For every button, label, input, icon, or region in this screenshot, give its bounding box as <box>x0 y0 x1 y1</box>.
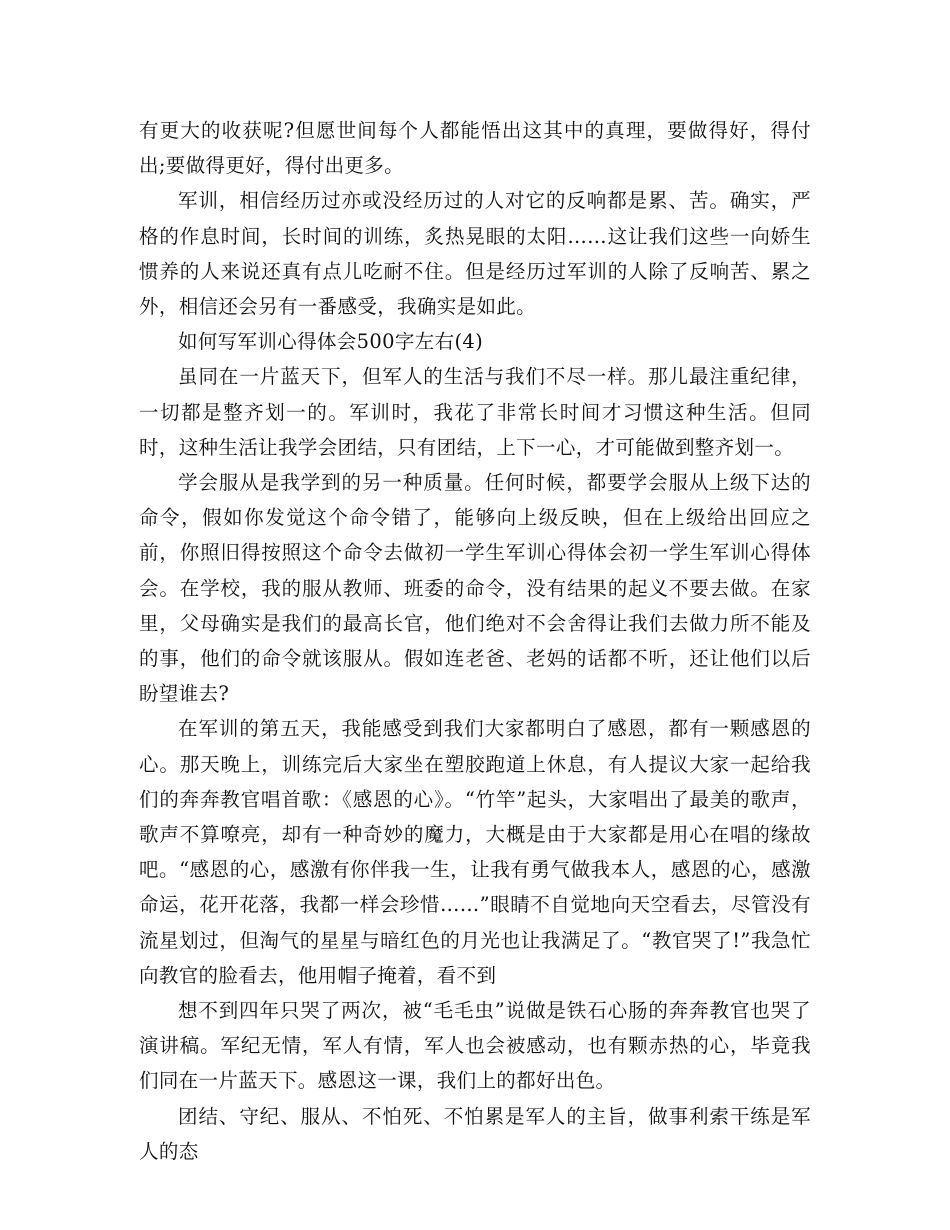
paragraph: 团结、守纪、服从、不怕死、不怕累是军人的主旨，做事利索干练是军人的态 <box>139 1104 811 1163</box>
section-heading: 如何写军训心得体会500字左右(4) <box>178 330 484 354</box>
paragraph: 在军训的第五天，我能感受到我们大家都明白了感恩，都有一颗感恩的心。那天晚上，训练完后大家坐在塑胶跑道上休息，有人提议大家一起给我们的奔奔教官唱首歌：《感恩的心》。“竹竿”起头，大家唱出了最美的歌声，歌声不算嘹亮，却有一种奇妙的魔力，大概是由于大家都是用心在唱的缘故吧。“感恩的心，感激有你伴我一生，让我有勇气做我本人，感恩的心，感激命运，花开花落，我都一样会珍惜……”眼睛不自觉地向天空看去，尽管没有流星划过，但淘气的星星与暗红色的月光也让我满足了。“教官哭了!”我急忙向教官的脸看去，他用帽子掩着，看不到 <box>139 717 811 987</box>
document-body <box>139 113 811 1169</box>
paragraph: 学会服从是我学到的另一种质量。任何时候，都要学会服从上级下达的命令，假如你发觉这个命令错了，能够向上级反映，但在上级给出回应之前，你照旧得按照这个命令去做初一学生军训心得体会初一学生军训心得体会。在学校，我的服从教师、班委的命令，没有结果的起义不要去做。在家里，父母确实是我们的最高长官，他们绝对不会舍得让我们去做力所不能及的事，他们的命令就该服从。假如连老爸、老妈的话都不听，还让他们以后盼望谁去? <box>139 471 811 706</box>
paragraph: 虽同在一片蓝天下，但军人的生活与我们不尽一样。那儿最注重纪律，一切都是整齐划一的。军训时，我花了非常长时间才习惯这种生活。但同时，这种生活让我学会团结，只有团结，上下一心，才可能做到整齐划一。 <box>139 365 811 459</box>
paragraph: 有更大的收获呢?但愿世间每个人都能悟出这其中的真理，要做得好，得付出;要做得更好，得付出更多。 <box>139 119 811 178</box>
paragraph: 想不到四年只哭了两次，被“毛毛虫”说做是铁石心肠的奔奔教官也哭了演讲稿。军纪无情，军人有情，军人也会被感动，也有颗赤热的心，毕竟我们同在一片蓝天下。感恩这一课，我们上的都好出色。 <box>139 999 811 1093</box>
paragraph: 军训，相信经历过亦或没经历过的人对它的反响都是累、苦。确实，严格的作息时间，长时间的训练，炙热晃眼的太阳……这让我们这些一向娇生惯养的人来说还真有点儿吃耐不住。但是经历过军训的人除了反响苦、累之外，相信还会另有一番感受，我确实是如此。 <box>139 189 811 319</box>
